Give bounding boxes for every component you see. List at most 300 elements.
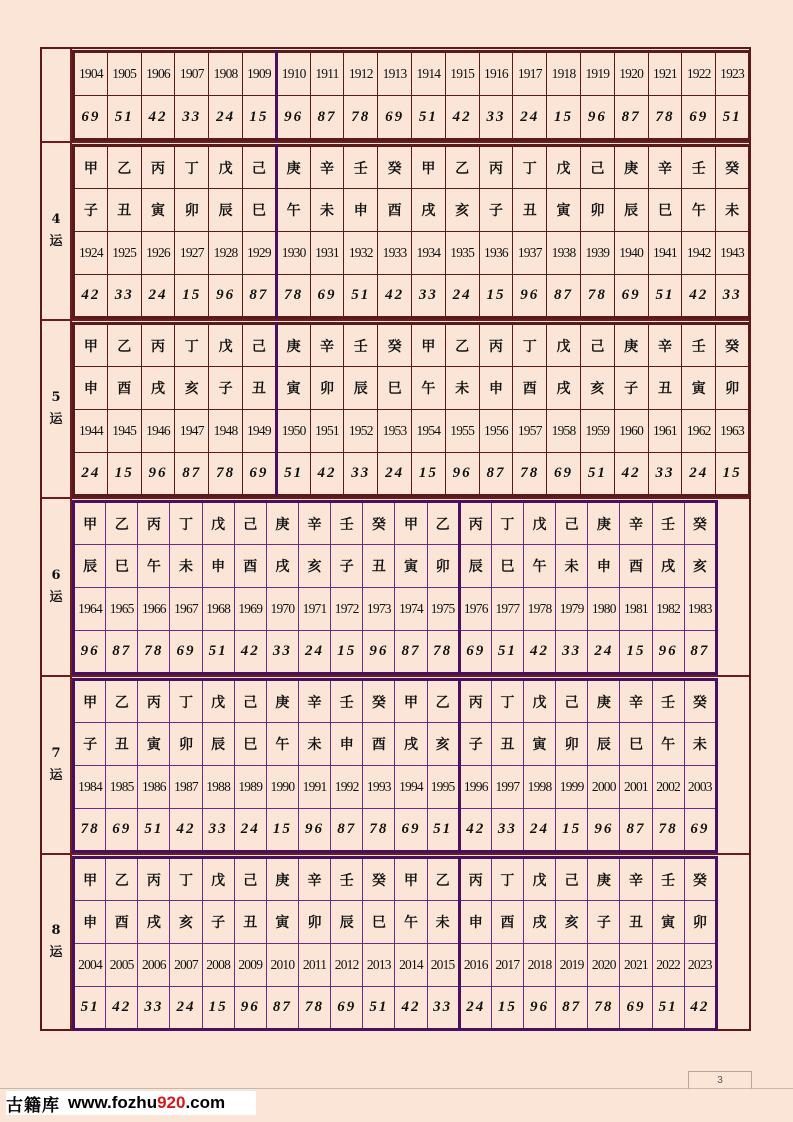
zhi-cell: 申 [588,545,620,588]
band-7 [42,677,749,855]
number-cell: 42 [106,987,138,1030]
zhi-cell: 戌 [395,723,427,766]
year-cell: 1915 [445,52,479,96]
gan-cell: 己 [556,680,588,723]
zhi-cell: 未 [556,545,588,588]
gan-cell: 丙 [138,858,170,901]
number-cell: 24 [459,987,491,1030]
zhi-cell: 戌 [547,367,581,410]
year-grid-6 [72,500,718,675]
gan-cell: 戊 [523,680,555,723]
number-cell: 33 [202,809,234,852]
year-cell: 1990 [266,766,298,809]
gan-cell: 壬 [344,324,378,367]
year-cell: 1961 [648,410,682,453]
zhi-cell: 卯 [175,189,209,232]
site-url-pre: www.fozhu [68,1093,158,1112]
number-cell: 33 [411,275,445,318]
year-grid-8 [72,856,718,1031]
number-cell: 33 [648,453,682,496]
year-cell: 1951 [310,410,344,453]
number-cell: 33 [556,631,588,674]
site-url-post: .com [185,1093,226,1112]
year-cell: 1994 [395,766,427,809]
number-cell: 42 [614,453,648,496]
gan-cell: 丁 [170,858,202,901]
gan-cell: 壬 [682,324,716,367]
number-row [74,453,750,496]
zhi-cell: 申 [74,901,106,944]
site-watermark[interactable] [6,1091,256,1115]
year-cell: 1953 [378,410,412,453]
gan-cell: 丁 [491,858,523,901]
gan-cell: 庚 [276,324,310,367]
year-cell: 1913 [378,52,412,96]
number-cell: 96 [445,453,479,496]
year-cell: 1945 [107,410,141,453]
number-cell: 42 [523,631,555,674]
band-6 [42,499,749,677]
gan-cell: 辛 [648,324,682,367]
year-cell: 1949 [242,410,276,453]
zhi-cell: 卯 [310,367,344,410]
zhi-cell: 寅 [276,367,310,410]
number-cell: 24 [170,987,202,1030]
gan-cell: 戊 [209,146,243,189]
zhi-cell: 未 [310,189,344,232]
gan-cell: 庚 [266,502,298,545]
zhi-cell: 巳 [491,545,523,588]
number-cell: 69 [620,987,652,1030]
zhi-cell: 未 [684,723,716,766]
year-cell: 1975 [427,588,459,631]
zhi-cell: 亥 [684,545,716,588]
year-cell: 1927 [175,232,209,275]
zhi-cell: 亥 [175,367,209,410]
number-cell: 15 [107,453,141,496]
year-cell: 2012 [331,944,363,987]
year-cell: 1979 [556,588,588,631]
year-cell: 1986 [138,766,170,809]
zhi-cell: 戌 [266,545,298,588]
year-cell: 1909 [242,52,276,96]
year-cell: 2019 [556,944,588,987]
year-cell: 1947 [175,410,209,453]
gan-cell: 辛 [298,858,330,901]
year-cell: 2015 [427,944,459,987]
zhi-cell: 丑 [648,367,682,410]
gan-cell: 癸 [684,858,716,901]
number-cell: 15 [411,453,445,496]
year-cell: 2007 [170,944,202,987]
number-cell: 24 [588,631,620,674]
year-cell: 1959 [580,410,614,453]
band-label-5 [42,321,72,497]
zhi-cell: 子 [209,367,243,410]
number-cell: 78 [138,631,170,674]
year-cell: 2014 [395,944,427,987]
gan-cell: 丙 [138,680,170,723]
zhi-cell: 辰 [74,545,106,588]
number-row [74,987,717,1030]
band-label-8 [42,855,72,1029]
gan-cell: 己 [234,502,266,545]
year-cell: 1978 [523,588,555,631]
zhi-cell: 巳 [620,723,652,766]
number-cell: 96 [234,987,266,1030]
year-cell: 2020 [588,944,620,987]
number-cell: 24 [445,275,479,318]
number-cell: 51 [276,453,310,496]
zhi-cell: 寅 [682,367,716,410]
year-cell: 1950 [276,410,310,453]
zhi-cell: 寅 [523,723,555,766]
year-cell: 1914 [411,52,445,96]
year-cell: 1969 [234,588,266,631]
zhi-cell: 辰 [331,901,363,944]
number-cell: 87 [310,96,344,140]
number-cell: 24 [523,809,555,852]
year-cell: 1956 [479,410,513,453]
footer-divider [0,1088,793,1089]
year-cell: 1925 [107,232,141,275]
year-cell: 1906 [141,52,175,96]
year-cell: 1971 [298,588,330,631]
zhi-cell: 未 [427,901,459,944]
zhi-cell: 子 [331,545,363,588]
number-cell: 42 [74,275,108,318]
year-cell: 2018 [523,944,555,987]
zhi-cell: 寅 [141,189,175,232]
number-cell: 24 [513,96,547,140]
gan-row [74,324,750,367]
number-cell: 42 [378,275,412,318]
zhi-cell: 辰 [588,723,620,766]
band-number: 6 [51,568,61,583]
year-cell: 1966 [138,588,170,631]
gan-cell: 癸 [716,324,750,367]
zhi-cell: 丑 [234,901,266,944]
year-cell: 1976 [459,588,491,631]
year-cell: 1963 [716,410,750,453]
number-cell: 33 [138,987,170,1030]
year-cell: 2004 [74,944,106,987]
number-row [74,275,750,318]
number-cell: 51 [74,987,106,1030]
year-cell: 1965 [106,588,138,631]
zhi-cell: 巳 [363,901,395,944]
zhi-cell: 卯 [427,545,459,588]
gan-row [74,502,717,545]
gan-cell: 己 [556,858,588,901]
gan-cell: 丁 [513,324,547,367]
zhi-cell: 未 [170,545,202,588]
number-cell: 33 [175,96,209,140]
number-cell: 15 [620,631,652,674]
year-cell: 2001 [620,766,652,809]
zhi-cell: 申 [202,545,234,588]
year-cell: 2021 [620,944,652,987]
year-row [74,52,750,96]
number-cell: 69 [106,809,138,852]
year-grid-1904 [72,50,751,141]
zhi-cell: 午 [276,189,310,232]
number-cell: 96 [652,631,684,674]
zhi-cell: 巳 [106,545,138,588]
year-cell: 1962 [682,410,716,453]
band-number: 7 [51,746,61,761]
gan-cell: 丙 [138,502,170,545]
number-cell: 51 [648,275,682,318]
number-cell: 51 [107,96,141,140]
year-cell: 1973 [363,588,395,631]
year-cell: 1995 [427,766,459,809]
year-cell: 1955 [445,410,479,453]
gan-cell: 丙 [141,324,175,367]
band-5 [42,321,749,499]
year-row [74,410,750,453]
gan-cell: 戊 [202,680,234,723]
band-number: 4 [51,212,61,227]
zhi-cell: 午 [682,189,716,232]
band-8 [42,855,749,1029]
number-cell: 24 [74,453,108,496]
number-cell: 78 [648,96,682,140]
number-cell: 78 [427,631,459,674]
year-cell: 1929 [242,232,276,275]
gan-cell: 丙 [459,502,491,545]
gan-cell: 己 [580,146,614,189]
number-cell: 87 [620,809,652,852]
year-cell: 1941 [648,232,682,275]
number-cell: 87 [175,453,209,496]
number-row [74,809,717,852]
zhi-cell: 卯 [170,723,202,766]
number-cell: 69 [547,453,581,496]
gan-cell: 壬 [344,146,378,189]
zhi-cell: 巳 [242,189,276,232]
zhi-cell: 寅 [266,901,298,944]
zhi-cell: 酉 [491,901,523,944]
band-number: 5 [51,390,61,405]
year-cell: 1987 [170,766,202,809]
table-row-1904 [42,49,749,143]
gan-row [74,146,750,189]
gan-cell: 庚 [266,680,298,723]
zhi-row [74,901,717,944]
gan-cell: 庚 [614,324,648,367]
gan-cell: 甲 [74,502,106,545]
zhi-cell: 戌 [141,367,175,410]
number-cell: 87 [614,96,648,140]
band-label-7 [42,677,72,853]
zhi-cell: 子 [74,189,108,232]
gan-cell: 甲 [74,858,106,901]
year-cell: 1921 [648,52,682,96]
gan-cell: 辛 [620,502,652,545]
zhi-cell: 午 [411,367,445,410]
number-cell: 42 [170,809,202,852]
gan-cell: 丁 [175,324,209,367]
year-cell: 1928 [209,232,243,275]
zhi-cell: 辰 [209,189,243,232]
gan-cell: 庚 [276,146,310,189]
number-cell: 51 [580,453,614,496]
year-cell: 1997 [491,766,523,809]
year-cell: 1946 [141,410,175,453]
number-cell: 69 [684,809,716,852]
gan-cell: 己 [580,324,614,367]
number-cell: 24 [209,96,243,140]
year-cell: 1999 [556,766,588,809]
number-cell: 51 [427,809,459,852]
number-row [74,631,717,674]
zhi-cell: 辰 [202,723,234,766]
year-cell: 1911 [310,52,344,96]
gan-cell: 甲 [411,146,445,189]
zhi-cell: 戌 [523,901,555,944]
number-row [74,96,750,140]
zhi-cell: 申 [344,189,378,232]
year-cell: 1991 [298,766,330,809]
year-cell: 1964 [74,588,106,631]
year-grid-5 [72,322,751,497]
year-cell: 1988 [202,766,234,809]
gan-cell: 辛 [310,324,344,367]
gan-cell: 丙 [479,146,513,189]
zhi-row [74,723,717,766]
gan-cell: 戊 [547,146,581,189]
gan-cell: 乙 [427,502,459,545]
year-cell: 1934 [411,232,445,275]
number-cell: 24 [141,275,175,318]
year-cell: 1935 [445,232,479,275]
number-cell: 78 [276,275,310,318]
gan-cell: 戊 [523,502,555,545]
year-cell: 1905 [107,52,141,96]
number-cell: 24 [234,809,266,852]
year-cell: 1977 [491,588,523,631]
gan-cell: 庚 [614,146,648,189]
number-cell: 15 [202,987,234,1030]
gan-cell: 丙 [459,680,491,723]
number-cell: 15 [266,809,298,852]
year-cell: 2002 [652,766,684,809]
number-cell: 87 [395,631,427,674]
number-cell: 51 [202,631,234,674]
zhi-cell: 子 [202,901,234,944]
year-cell: 2009 [234,944,266,987]
number-cell: 96 [580,96,614,140]
gan-cell: 乙 [107,146,141,189]
number-cell: 42 [310,453,344,496]
zhi-cell: 午 [652,723,684,766]
gan-cell: 丁 [491,680,523,723]
year-cell: 1926 [141,232,175,275]
year-cell: 1981 [620,588,652,631]
zhi-cell: 午 [266,723,298,766]
year-cell: 1904 [74,52,108,96]
zhi-cell: 午 [523,545,555,588]
gan-cell: 甲 [74,680,106,723]
number-cell: 15 [491,987,523,1030]
zhi-cell: 酉 [107,367,141,410]
number-cell: 15 [547,96,581,140]
number-cell: 24 [298,631,330,674]
zhi-cell: 丑 [491,723,523,766]
year-cell: 1943 [716,232,750,275]
year-cell: 1936 [479,232,513,275]
zhi-cell: 卯 [556,723,588,766]
zhi-cell: 酉 [513,367,547,410]
gan-cell: 戊 [209,324,243,367]
gan-cell: 癸 [378,324,412,367]
year-row [74,232,750,275]
year-cell: 1922 [682,52,716,96]
number-cell: 96 [141,453,175,496]
year-cell: 2022 [652,944,684,987]
gan-cell: 乙 [106,858,138,901]
number-cell: 51 [491,631,523,674]
zhi-cell: 巳 [378,367,412,410]
zhi-cell: 亥 [445,189,479,232]
gan-cell: 辛 [648,146,682,189]
gan-row [74,858,717,901]
number-cell: 87 [106,631,138,674]
zhi-cell: 未 [298,723,330,766]
gan-cell: 乙 [427,858,459,901]
gan-cell: 庚 [588,858,620,901]
number-cell: 69 [614,275,648,318]
band-yun: 运 [49,234,63,249]
number-cell: 42 [234,631,266,674]
band-yun: 运 [49,945,63,960]
year-cell: 1957 [513,410,547,453]
zhi-cell: 巳 [234,723,266,766]
number-cell: 87 [547,275,581,318]
year-cell: 2013 [363,944,395,987]
number-cell: 69 [459,631,491,674]
year-cell: 1968 [202,588,234,631]
gan-cell: 癸 [363,502,395,545]
year-cell: 1984 [74,766,106,809]
number-cell: 24 [682,453,716,496]
year-cell: 2000 [588,766,620,809]
zhi-cell: 子 [588,901,620,944]
year-cell: 1938 [547,232,581,275]
number-cell: 69 [74,96,108,140]
year-cell: 1933 [378,232,412,275]
number-cell: 87 [556,987,588,1030]
gan-cell: 戊 [547,324,581,367]
year-cell: 2017 [491,944,523,987]
year-cell: 1960 [614,410,648,453]
gan-cell: 癸 [363,858,395,901]
year-cell: 1918 [547,52,581,96]
zhi-cell: 亥 [427,723,459,766]
zhi-cell: 子 [459,723,491,766]
number-cell: 15 [175,275,209,318]
year-cell: 2010 [266,944,298,987]
zhi-cell: 未 [445,367,479,410]
gan-cell: 甲 [411,324,445,367]
number-cell: 33 [266,631,298,674]
zhi-cell: 丑 [513,189,547,232]
number-cell: 51 [363,987,395,1030]
band-label-4 [42,143,72,319]
gan-cell: 辛 [298,502,330,545]
number-cell: 78 [588,987,620,1030]
